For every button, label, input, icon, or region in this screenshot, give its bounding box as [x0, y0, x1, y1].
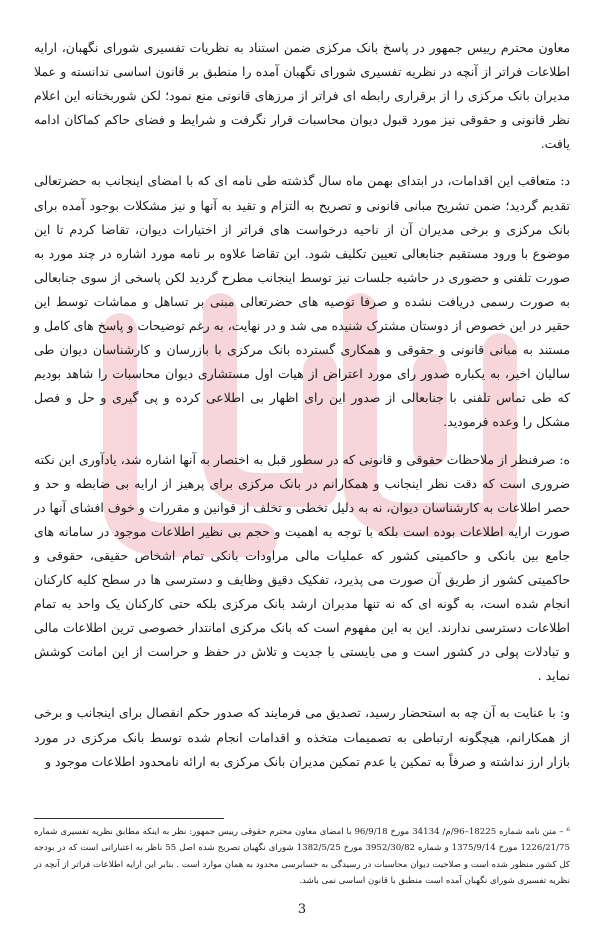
- paragraph-text: ه: صرفنظر از ملاحظات حقوقی و قانونی که در سطور قبل به اختصار به آنها اشاره شد، یادآوری این نکته ضروری است که دقت نظر اینجانب و همکارانم در بانک مرکزی برای پرهیز از ارایه بی ضابطه و حد و حصر اطلاعات به کارشناسان دیوان، نه به دلیل تخطی و تخلف از قوانین و مقررات و خوف افشای آنها در صورت ارایه اطلاعات بوده است بلکه با توجه به اهمیت و حجم بی نظیر اطلاعات موجود در سامانه های جامع بین بانکی و حاکمیتی کشور که عملیات مالی مراودات بانکی تمام اشخاص حقیقی، حقوقی و حاکمیتی کشور از طریق آن صورت می پذیرد، تفکیک دقیق وظایف و دسترسی ها در سطح کلیه کارکنان انجام شده است، به گونه ای که نه تنها مدیران ارشد بانک مرکزی بلکه حتی کارکنان یک واحد به تمام اطلاعات دسترسی ندارند. این به این مفهوم است که بانک مرکزی امانتدار خصوصی ترین اطلاعات مالی و تبادلات پولی در کشور است و می بایستی با جدیت و تلاش در حفظ و حراست از این امانت کوشش نماید .: [34, 451, 570, 684]
- footnote-divider: [34, 818, 224, 819]
- footnote-text: ⁶ – متن نامه شماره 18225–96/م/ 34134 مورخ 96/9/18 با امضای معاون محترم حقوقی رییس جمهور: نظر به اینکه مطابق نظریه تفسیری شماره 1226/21/75 مورخ 1375/9/14 و شماره 3952/30/82 مورخ 1382/5/25 شورای نگهبان تصریح شده اصل 55 ناظر به اعتباراتی است که در بودجه کل کشور منظور شده است و صلاحیت دیوان محاسبات در رسیدگی به حسابرسی محدود به همان موارد است . بنابر این ارایه اطلاعات فراتر از آنچه در نظریه تفسیری شورای نگهبان آمده است منطبق با قانون اساسی نمی باشد.: [34, 827, 570, 886]
- paragraph-intro: [34, 36, 570, 156]
- paragraph-text: و: با عنایت به آن چه به استحضار رسید، تصدیق می فرمایند که صدور حکم انفصال برای اینجانب و برخی از همکارانم، هیچگونه ارتباطی به تصمیمات متخذه و اقدامات انجام شده توسط بانک مرکزی در مورد بازار ارز نداشته و صرفاً به تمکین یا عدم تمکین مدیران بانک مرکزی به ارائه نامحدود اطلاعات موجود و: [34, 705, 570, 769]
- paragraph-h: [34, 448, 570, 689]
- footnote: [34, 824, 570, 889]
- paragraph-d: [34, 169, 570, 434]
- paragraph-v: [34, 701, 570, 773]
- letter-body: [34, 36, 570, 787]
- paragraph-text: معاون محترم رییس جمهور در پاسخ بانک مرکزی ضمن استناد به نظریات تفسیری شورای نگهبان، ارایه اطلاعات فراتر از آنچه در نظریه تفسیری شورای نگهبان آمده را منطبق بر قانون اساسی ندانسته و عملا مدیران بانک مرکزی را از برقراری رابطه ای فراتر از مرزهای قانونی منع نمود؛ لکن شوربختانه این اعلام نظر قانونی و حقوقی نیز مورد قبول دیوان محاسبات قرار نگرفت و شرایط و فضای حاکم کماکان ادامه یافت.: [34, 40, 570, 152]
- page-number: 3: [297, 902, 307, 917]
- paragraph-text: د: متعاقب این اقدامات، در ابتدای بهمن ماه سال گذشته طی نامه ای که با امضای اینجانب به حضرتعالی تقدیم گردید؛ ضمن تشریح مبانی قانونی و تصریح به التزام و تقید به آنها و نیز مشکلات بوجود آمده برای بانک مرکزی و برخی مدیران آن از ناحیه درخواست های فراتر از اختیارات دیوان، تقاضا کردم تا این موضوع با ورود مستقیم جنابعالی تعیین تکلیف شود. این تقاضا علاوه بر نامه مورد اشاره در چند مورد به صورت تلفنی و حضوری در حاشیه جلسات نیز توسط اینجانب مطرح گردید لکن پاسخی از سوی جنابعالی به صورت رسمی دریافت نشده و صرفا توصیه های حضرتعالی مبنی بر تساهل و مماشات توسط این حقیر در این خصوص از دوستان مشترک شنیده می شد و در نهایت، به رغم توضیحات و پاسخ های کامل و مستند به مبانی قانونی و حقوقی و همکاری گسترده بانک مرکزی با بازرسان و کارشناسان دیوان طی سالیان اخیر، به یکباره صدور رای مورد اعتراض از هیات اول مستشاری دیوان محاسبات را شاهد بودیم که طی تماس تلفنی با جنابعالی از صدور این رای اظهار بی اطلاعی کرده و پی گیری و حل و فصل مشکل را وعده فرمودید.: [34, 173, 570, 430]
